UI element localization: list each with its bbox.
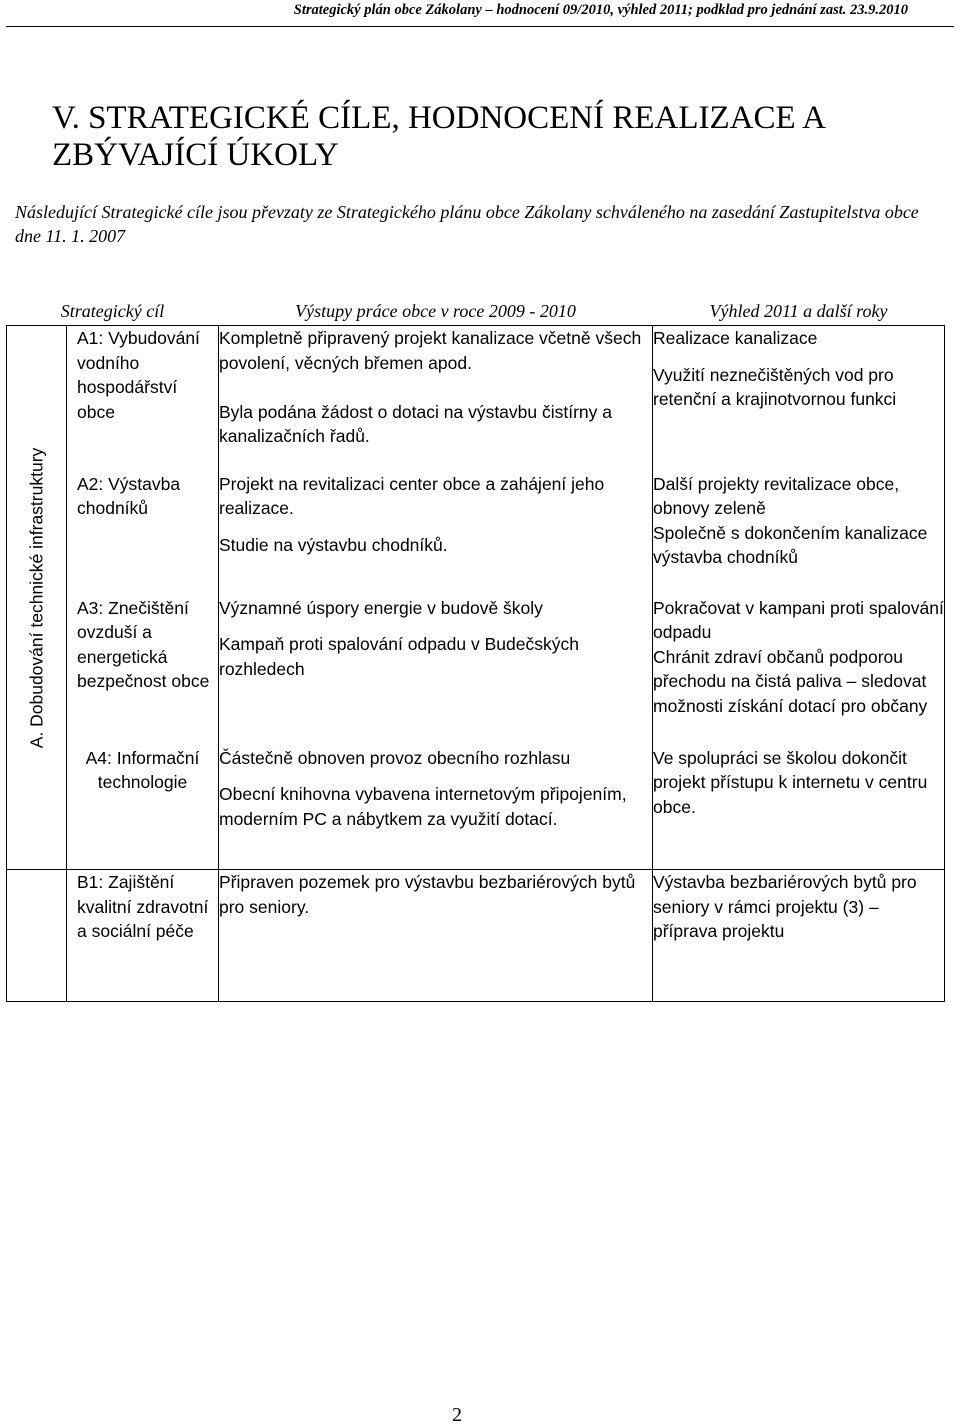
output-text: Připraven pozemek pro výstavbu bezbariérových bytů pro seniory. [219, 872, 636, 917]
goal-a1: A1: Vybudování vodního hospodářství obce [77, 328, 200, 422]
outputs-a1 [219, 326, 653, 472]
table-row [7, 596, 945, 746]
output-text: Významné úspory energie v budově školy [219, 597, 543, 618]
outlook-b1 [653, 870, 945, 1002]
outlook-a4 [653, 746, 945, 870]
goal-a3: A3: Znečištění ovzduší a energetická bezpečnost obce [77, 597, 210, 691]
side-category-cell-b [7, 870, 67, 1002]
output-text: Byla podána žádost o dotaci na výstavbu čistírny a kanalizačních řadů. [219, 401, 613, 446]
section-title: V. STRATEGICKÉ CÍLE, HODNOCENÍ REALIZACE A ZBÝVAJÍCÍ ÚKOLY [52, 100, 825, 173]
outputs-b1 [219, 870, 653, 1002]
outlook-text: Další projekty revitalizace obce, obnovy zeleně [653, 473, 900, 518]
outlook-text: Realizace kanalizace [653, 328, 818, 348]
goal-a2: A2: Výstavba chodníků [77, 473, 181, 518]
table-row [7, 326, 945, 472]
goal-b1: B1: Zajištění kvalitní zdravotní a sociální péče [67, 870, 219, 1002]
outlook-text: Pokračovat v kampani proti spalování odpadu [653, 597, 944, 642]
outlook-text: Společně s dokončením kanalizace výstavba chodníků [653, 522, 928, 567]
running-header: Strategický plán obce Zákolany – hodnocení 09/2010, výhled 2011; podklad pro jednání zast. 23.9.2010 [293, 2, 908, 18]
outlook-a1 [653, 326, 945, 472]
header-goal: Strategický cíl [7, 298, 219, 326]
outlook-a3 [653, 596, 945, 746]
section-intro: Následující Strategické cíle jsou převzaty ze Strategického plánu obce Zákolany schváleného na zasedání Zastupitelstva obce dne 11. 1. 2007 [15, 202, 919, 246]
outlook-text: Výstavba bezbariérových bytů pro seniory v rámci projektu (3) – příprava projektu [653, 872, 917, 941]
header-outputs: Výstupy práce obce v roce 2009 - 2010 [219, 298, 653, 326]
outputs-a3 [219, 596, 653, 746]
output-text: Kampaň proti spalování odpadu v Budečských rozhledech [219, 634, 579, 679]
output-text: Studie na výstavbu chodníků. [219, 534, 448, 555]
side-category-label: A. Dobudování technické infrastruktury [26, 447, 46, 748]
output-text: Obecní knihovna vybavena internetovým připojením, moderním PC a nábytkem za využití dotací. [219, 784, 627, 829]
header-outlook: Výhled 2011 a další roky [653, 298, 945, 326]
page-number: 2 [452, 1404, 462, 1426]
table-header-row [7, 298, 945, 326]
table-row [7, 472, 945, 596]
outputs-a4 [219, 746, 653, 870]
outlook-a2 [653, 472, 945, 596]
table-row [7, 746, 945, 870]
side-category-cell [7, 326, 67, 870]
outlook-text: Chránit zdraví občanů podporou přechodu na čistá paliva – sledovat možnosti získání dotací pro občany [653, 646, 928, 716]
strategic-goals-table [6, 298, 945, 1002]
output-text: Kompletně připravený projekt kanalizace včetně všech povolení, věcných břemen apod. [219, 328, 642, 373]
output-text: Částečně obnoven provoz obecního rozhlasu [219, 747, 571, 768]
table-row [7, 870, 945, 1002]
outputs-a2 [219, 472, 653, 596]
output-text: Projekt na revitalizaci center obce a zahájení jeho realizace. [219, 473, 605, 518]
outlook-text: Využití neznečištěných vod pro retenční a krajinotvornou funkci [653, 364, 897, 409]
header-rule [6, 26, 954, 27]
goal-a4: A4: Informační technologie [67, 746, 219, 870]
outlook-text: Ve spolupráci se školou dokončit projekt přístupu k internetu v centru obce. [653, 747, 928, 817]
